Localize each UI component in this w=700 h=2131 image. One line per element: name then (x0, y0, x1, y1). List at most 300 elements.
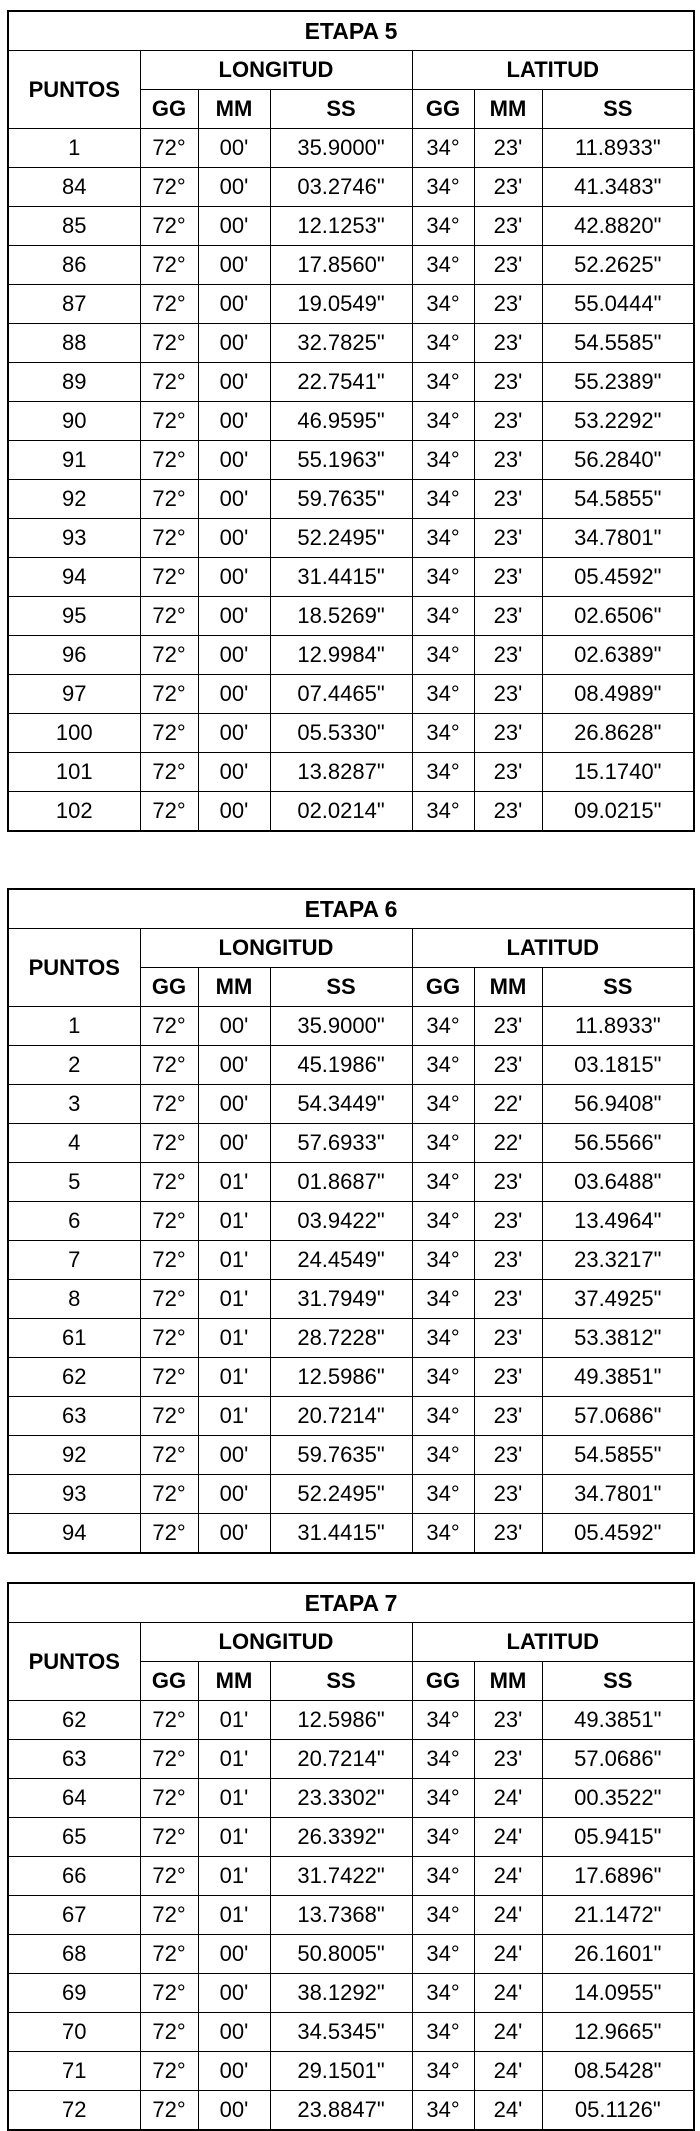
table-title: ETAPA 7 (8, 1583, 694, 1623)
latitud-mm-cell: 23' (474, 792, 542, 832)
latitud-ss-cell: 42.8820" (542, 207, 694, 246)
longitud-gg-cell: 72° (140, 1202, 198, 1241)
latitud-mm-cell: 23' (474, 168, 542, 207)
table-row (8, 1202, 694, 1241)
longitud-ss-cell: 03.9422" (270, 1202, 412, 1241)
latitud-ss-cell: 49.3851" (542, 1701, 694, 1740)
punto-cell: 69 (8, 1974, 140, 2013)
latitud-mm-cell: 23' (474, 324, 542, 363)
longitud-mm-cell: 00' (198, 2013, 270, 2052)
table-row (8, 324, 694, 363)
punto-cell: 90 (8, 402, 140, 441)
punto-cell: 97 (8, 675, 140, 714)
table-row (8, 636, 694, 675)
gg-header: GG (412, 90, 474, 129)
latitud-mm-cell: 23' (474, 675, 542, 714)
latitud-gg-cell: 34° (412, 1475, 474, 1514)
longitud-mm-cell: 00' (198, 558, 270, 597)
latitud-mm-cell: 23' (474, 402, 542, 441)
table-row (8, 2091, 694, 2131)
longitud-mm-cell: 00' (198, 1436, 270, 1475)
longitud-ss-cell: 31.4415" (270, 558, 412, 597)
latitud-ss-cell: 34.7801" (542, 519, 694, 558)
latitud-ss-cell: 09.0215" (542, 792, 694, 832)
latitud-ss-cell: 11.8933" (542, 1007, 694, 1046)
latitud-mm-cell: 22' (474, 1085, 542, 1124)
longitud-gg-cell: 72° (140, 1818, 198, 1857)
longitud-mm-cell: 00' (198, 1475, 270, 1514)
latitud-gg-cell: 34° (412, 519, 474, 558)
punto-cell: 6 (8, 1202, 140, 1241)
latitud-ss-cell: 17.6896" (542, 1857, 694, 1896)
longitud-gg-cell: 72° (140, 324, 198, 363)
longitud-gg-cell: 72° (140, 129, 198, 168)
latitud-mm-cell: 23' (474, 129, 542, 168)
latitud-mm-cell: 23' (474, 1046, 542, 1085)
latitud-gg-cell: 34° (412, 1202, 474, 1241)
latitud-ss-cell: 14.0955" (542, 1974, 694, 2013)
latitud-ss-cell: 05.9415" (542, 1818, 694, 1857)
punto-cell: 2 (8, 1046, 140, 1085)
longitud-ss-cell: 55.1963" (270, 441, 412, 480)
longitud-gg-cell: 72° (140, 1896, 198, 1935)
latitud-ss-cell: 56.2840" (542, 441, 694, 480)
punto-cell: 7 (8, 1241, 140, 1280)
longitud-mm-cell: 00' (198, 1514, 270, 1554)
latitud-ss-cell: 00.3522" (542, 1779, 694, 1818)
latitud-mm-cell: 23' (474, 753, 542, 792)
latitud-gg-cell: 34° (412, 1241, 474, 1280)
table-row (8, 1124, 694, 1163)
table-row (8, 1779, 694, 1818)
latitud-mm-cell: 23' (474, 558, 542, 597)
longitud-gg-cell: 72° (140, 441, 198, 480)
latitud-ss-cell: 54.5855" (542, 1436, 694, 1475)
etapa-7-block (7, 1582, 693, 2131)
latitud-gg-cell: 34° (412, 1740, 474, 1779)
longitud-ss-cell: 12.9984" (270, 636, 412, 675)
etapa-5-block (7, 10, 693, 832)
latitud-gg-cell: 34° (412, 753, 474, 792)
puntos-header: PUNTOS (8, 51, 140, 129)
longitud-gg-cell: 72° (140, 675, 198, 714)
punto-cell: 8 (8, 1280, 140, 1319)
latitud-mm-cell: 24' (474, 2052, 542, 2091)
longitud-gg-cell: 72° (140, 1740, 198, 1779)
latitud-mm-cell: 23' (474, 207, 542, 246)
latitud-gg-cell: 34° (412, 480, 474, 519)
longitud-mm-cell: 00' (198, 402, 270, 441)
latitud-mm-cell: 23' (474, 1397, 542, 1436)
table-row (8, 1896, 694, 1935)
punto-cell: 5 (8, 1163, 140, 1202)
longitud-mm-cell: 00' (198, 168, 270, 207)
latitud-gg-cell: 34° (412, 1397, 474, 1436)
table-row (8, 1701, 694, 1740)
latitud-mm-cell: 24' (474, 1974, 542, 2013)
longitud-ss-cell: 28.7228" (270, 1319, 412, 1358)
longitud-mm-cell: 01' (198, 1202, 270, 1241)
latitud-mm-cell: 24' (474, 2091, 542, 2131)
latitud-ss-cell: 03.1815" (542, 1046, 694, 1085)
table-row (8, 441, 694, 480)
longitud-mm-cell: 00' (198, 1085, 270, 1124)
punto-cell: 101 (8, 753, 140, 792)
latitud-gg-cell: 34° (412, 1046, 474, 1085)
table-row (8, 207, 694, 246)
latitud-gg-cell: 34° (412, 1436, 474, 1475)
longitud-gg-cell: 72° (140, 1779, 198, 1818)
punto-cell: 1 (8, 129, 140, 168)
longitud-mm-cell: 00' (198, 324, 270, 363)
punto-cell: 62 (8, 1701, 140, 1740)
gg-header: GG (140, 1662, 198, 1701)
punto-cell: 1 (8, 1007, 140, 1046)
punto-cell: 71 (8, 2052, 140, 2091)
latitud-mm-cell: 24' (474, 2013, 542, 2052)
punto-cell: 93 (8, 1475, 140, 1514)
latitud-ss-cell: 21.1472" (542, 1896, 694, 1935)
mm-header: MM (198, 90, 270, 129)
latitud-gg-cell: 34° (412, 324, 474, 363)
longitud-mm-cell: 01' (198, 1397, 270, 1436)
longitud-mm-cell: 01' (198, 1818, 270, 1857)
longitud-gg-cell: 72° (140, 1857, 198, 1896)
longitud-ss-cell: 29.1501" (270, 2052, 412, 2091)
latitud-gg-cell: 34° (412, 1280, 474, 1319)
latitud-mm-cell: 23' (474, 519, 542, 558)
longitud-mm-cell: 01' (198, 1319, 270, 1358)
etapa-6-block (7, 888, 693, 1554)
latitud-ss-cell: 57.0686" (542, 1397, 694, 1436)
longitud-gg-cell: 72° (140, 1436, 198, 1475)
latitud-gg-cell: 34° (412, 1358, 474, 1397)
latitud-ss-cell: 11.8933" (542, 129, 694, 168)
longitud-gg-cell: 72° (140, 2013, 198, 2052)
latitud-mm-cell: 23' (474, 1202, 542, 1241)
longitud-header: LONGITUD (140, 51, 412, 90)
table-row (8, 363, 694, 402)
latitud-ss-cell: 37.4925" (542, 1280, 694, 1319)
longitud-gg-cell: 72° (140, 1280, 198, 1319)
longitud-ss-cell: 12.5986" (270, 1701, 412, 1740)
punto-cell: 63 (8, 1740, 140, 1779)
latitud-gg-cell: 34° (412, 2052, 474, 2091)
punto-cell: 86 (8, 246, 140, 285)
table-row (8, 1241, 694, 1280)
latitud-gg-cell: 34° (412, 636, 474, 675)
longitud-mm-cell: 00' (198, 363, 270, 402)
latitud-header: LATITUD (412, 51, 694, 90)
latitud-gg-cell: 34° (412, 441, 474, 480)
table-row (8, 714, 694, 753)
table-row (8, 1935, 694, 1974)
latitud-mm-cell: 23' (474, 363, 542, 402)
latitud-mm-cell: 22' (474, 1124, 542, 1163)
latitud-mm-cell: 23' (474, 246, 542, 285)
latitud-ss-cell: 56.9408" (542, 1085, 694, 1124)
longitud-gg-cell: 72° (140, 519, 198, 558)
latitud-ss-cell: 12.9665" (542, 2013, 694, 2052)
table-row (8, 285, 694, 324)
longitud-header: LONGITUD (140, 929, 412, 968)
latitud-mm-cell: 24' (474, 1896, 542, 1935)
longitud-gg-cell: 72° (140, 207, 198, 246)
latitud-mm-cell: 23' (474, 1740, 542, 1779)
latitud-ss-cell: 05.1126" (542, 2091, 694, 2131)
latitud-mm-cell: 23' (474, 441, 542, 480)
table-row (8, 1514, 694, 1554)
table-row (8, 597, 694, 636)
table-row (8, 480, 694, 519)
latitud-gg-cell: 34° (412, 1085, 474, 1124)
latitud-gg-cell: 34° (412, 246, 474, 285)
longitud-ss-cell: 05.5330" (270, 714, 412, 753)
longitud-gg-cell: 72° (140, 1974, 198, 2013)
longitud-gg-cell: 72° (140, 402, 198, 441)
latitud-gg-cell: 34° (412, 363, 474, 402)
longitud-ss-cell: 18.5269" (270, 597, 412, 636)
longitud-mm-cell: 00' (198, 1974, 270, 2013)
longitud-ss-cell: 59.7635" (270, 1436, 412, 1475)
longitud-gg-cell: 72° (140, 558, 198, 597)
longitud-ss-cell: 20.7214" (270, 1397, 412, 1436)
latitud-gg-cell: 34° (412, 1857, 474, 1896)
punto-cell: 95 (8, 597, 140, 636)
longitud-gg-cell: 72° (140, 1085, 198, 1124)
latitud-gg-cell: 34° (412, 129, 474, 168)
table-body (8, 1007, 694, 1554)
longitud-ss-cell: 54.3449" (270, 1085, 412, 1124)
latitud-ss-cell: 55.0444" (542, 285, 694, 324)
table-row (8, 1319, 694, 1358)
punto-cell: 91 (8, 441, 140, 480)
longitud-ss-cell: 52.2495" (270, 519, 412, 558)
ss-header: SS (542, 968, 694, 1007)
gg-header: GG (140, 968, 198, 1007)
coordinates-table (7, 1582, 695, 2131)
longitud-mm-cell: 00' (198, 753, 270, 792)
table-row (8, 1475, 694, 1514)
longitud-gg-cell: 72° (140, 363, 198, 402)
longitud-mm-cell: 00' (198, 129, 270, 168)
latitud-mm-cell: 23' (474, 1475, 542, 1514)
table-row (8, 1046, 694, 1085)
longitud-ss-cell: 31.7949" (270, 1280, 412, 1319)
longitud-gg-cell: 72° (140, 597, 198, 636)
longitud-gg-cell: 72° (140, 792, 198, 832)
latitud-gg-cell: 34° (412, 1779, 474, 1818)
punto-cell: 4 (8, 1124, 140, 1163)
latitud-gg-cell: 34° (412, 168, 474, 207)
latitud-gg-cell: 34° (412, 1319, 474, 1358)
table-row (8, 1857, 694, 1896)
longitud-ss-cell: 59.7635" (270, 480, 412, 519)
table-row (8, 1974, 694, 2013)
longitud-ss-cell: 22.7541" (270, 363, 412, 402)
latitud-mm-cell: 23' (474, 285, 542, 324)
ss-header: SS (542, 1662, 694, 1701)
latitud-gg-cell: 34° (412, 1935, 474, 1974)
longitud-ss-cell: 07.4465" (270, 675, 412, 714)
table-title: ETAPA 5 (8, 11, 694, 51)
latitud-gg-cell: 34° (412, 1818, 474, 1857)
longitud-gg-cell: 72° (140, 246, 198, 285)
latitud-gg-cell: 34° (412, 402, 474, 441)
punto-cell: 65 (8, 1818, 140, 1857)
latitud-ss-cell: 49.3851" (542, 1358, 694, 1397)
longitud-mm-cell: 00' (198, 1007, 270, 1046)
punto-cell: 61 (8, 1319, 140, 1358)
punto-cell: 102 (8, 792, 140, 832)
latitud-gg-cell: 34° (412, 714, 474, 753)
longitud-ss-cell: 12.5986" (270, 1358, 412, 1397)
table-row (8, 1280, 694, 1319)
punto-cell: 70 (8, 2013, 140, 2052)
table-row (8, 519, 694, 558)
punto-cell: 92 (8, 1436, 140, 1475)
latitud-mm-cell: 24' (474, 1818, 542, 1857)
longitud-mm-cell: 01' (198, 1358, 270, 1397)
longitud-header: LONGITUD (140, 1623, 412, 1662)
latitud-gg-cell: 34° (412, 558, 474, 597)
latitud-ss-cell: 05.4592" (542, 1514, 694, 1554)
latitud-ss-cell: 02.6506" (542, 597, 694, 636)
punto-cell: 3 (8, 1085, 140, 1124)
longitud-ss-cell: 45.1986" (270, 1046, 412, 1085)
longitud-ss-cell: 03.2746" (270, 168, 412, 207)
punto-cell: 85 (8, 207, 140, 246)
longitud-gg-cell: 72° (140, 1124, 198, 1163)
table-row (8, 1397, 694, 1436)
longitud-mm-cell: 00' (198, 597, 270, 636)
latitud-mm-cell: 23' (474, 1007, 542, 1046)
longitud-mm-cell: 01' (198, 1857, 270, 1896)
longitud-mm-cell: 01' (198, 1241, 270, 1280)
longitud-gg-cell: 72° (140, 714, 198, 753)
table-row (8, 1163, 694, 1202)
longitud-mm-cell: 00' (198, 714, 270, 753)
latitud-ss-cell: 56.5566" (542, 1124, 694, 1163)
latitud-gg-cell: 34° (412, 675, 474, 714)
longitud-ss-cell: 13.8287" (270, 753, 412, 792)
longitud-gg-cell: 72° (140, 1163, 198, 1202)
latitud-gg-cell: 34° (412, 285, 474, 324)
latitud-ss-cell: 08.4989" (542, 675, 694, 714)
latitud-gg-cell: 34° (412, 2091, 474, 2131)
longitud-mm-cell: 01' (198, 1163, 270, 1202)
latitud-gg-cell: 34° (412, 1974, 474, 2013)
longitud-gg-cell: 72° (140, 2091, 198, 2131)
table-row (8, 1085, 694, 1124)
table-body (8, 1701, 694, 2131)
longitud-mm-cell: 00' (198, 441, 270, 480)
table-row (8, 402, 694, 441)
longitud-gg-cell: 72° (140, 1514, 198, 1554)
ss-header: SS (270, 1662, 412, 1701)
longitud-mm-cell: 00' (198, 207, 270, 246)
latitud-mm-cell: 23' (474, 1163, 542, 1202)
longitud-mm-cell: 00' (198, 1935, 270, 1974)
table-row (8, 1740, 694, 1779)
longitud-ss-cell: 17.8560" (270, 246, 412, 285)
longitud-ss-cell: 20.7214" (270, 1740, 412, 1779)
longitud-gg-cell: 72° (140, 1319, 198, 1358)
punto-cell: 94 (8, 1514, 140, 1554)
longitud-ss-cell: 52.2495" (270, 1475, 412, 1514)
punto-cell: 100 (8, 714, 140, 753)
punto-cell: 89 (8, 363, 140, 402)
latitud-mm-cell: 23' (474, 1358, 542, 1397)
punto-cell: 88 (8, 324, 140, 363)
punto-cell: 68 (8, 1935, 140, 1974)
latitud-mm-cell: 24' (474, 1857, 542, 1896)
table-row (8, 1436, 694, 1475)
latitud-ss-cell: 54.5855" (542, 480, 694, 519)
latitud-ss-cell: 52.2625" (542, 246, 694, 285)
puntos-header: PUNTOS (8, 1623, 140, 1701)
longitud-gg-cell: 72° (140, 753, 198, 792)
longitud-gg-cell: 72° (140, 1007, 198, 1046)
latitud-ss-cell: 57.0686" (542, 1740, 694, 1779)
longitud-mm-cell: 01' (198, 1701, 270, 1740)
latitud-ss-cell: 26.1601" (542, 1935, 694, 1974)
longitud-gg-cell: 72° (140, 1475, 198, 1514)
punto-cell: 93 (8, 519, 140, 558)
mm-header: MM (474, 90, 542, 129)
longitud-gg-cell: 72° (140, 1046, 198, 1085)
table-row (8, 753, 694, 792)
table-row (8, 675, 694, 714)
latitud-mm-cell: 24' (474, 1935, 542, 1974)
longitud-gg-cell: 72° (140, 168, 198, 207)
mm-header: MM (198, 968, 270, 1007)
table-row (8, 129, 694, 168)
longitud-mm-cell: 00' (198, 246, 270, 285)
punto-cell: 66 (8, 1857, 140, 1896)
longitud-ss-cell: 38.1292" (270, 1974, 412, 2013)
latitud-gg-cell: 34° (412, 792, 474, 832)
longitud-mm-cell: 00' (198, 480, 270, 519)
longitud-mm-cell: 00' (198, 1124, 270, 1163)
table-row (8, 2013, 694, 2052)
longitud-ss-cell: 50.8005" (270, 1935, 412, 1974)
ss-header: SS (542, 90, 694, 129)
latitud-gg-cell: 34° (412, 207, 474, 246)
latitud-ss-cell: 54.5585" (542, 324, 694, 363)
latitud-mm-cell: 23' (474, 1319, 542, 1358)
punto-cell: 64 (8, 1779, 140, 1818)
gg-header: GG (140, 90, 198, 129)
latitud-ss-cell: 34.7801" (542, 1475, 694, 1514)
gg-header: GG (412, 968, 474, 1007)
latitud-mm-cell: 23' (474, 1436, 542, 1475)
longitud-ss-cell: 23.8847" (270, 2091, 412, 2131)
table-row (8, 1007, 694, 1046)
longitud-ss-cell: 26.3392" (270, 1818, 412, 1857)
punto-cell: 92 (8, 480, 140, 519)
latitud-gg-cell: 34° (412, 1163, 474, 1202)
latitud-header: LATITUD (412, 929, 694, 968)
longitud-ss-cell: 01.8687" (270, 1163, 412, 1202)
punto-cell: 94 (8, 558, 140, 597)
longitud-mm-cell: 01' (198, 1779, 270, 1818)
latitud-mm-cell: 24' (474, 1779, 542, 1818)
longitud-ss-cell: 35.9000" (270, 1007, 412, 1046)
table-row (8, 792, 694, 832)
longitud-gg-cell: 72° (140, 1935, 198, 1974)
table-title: ETAPA 6 (8, 889, 694, 929)
